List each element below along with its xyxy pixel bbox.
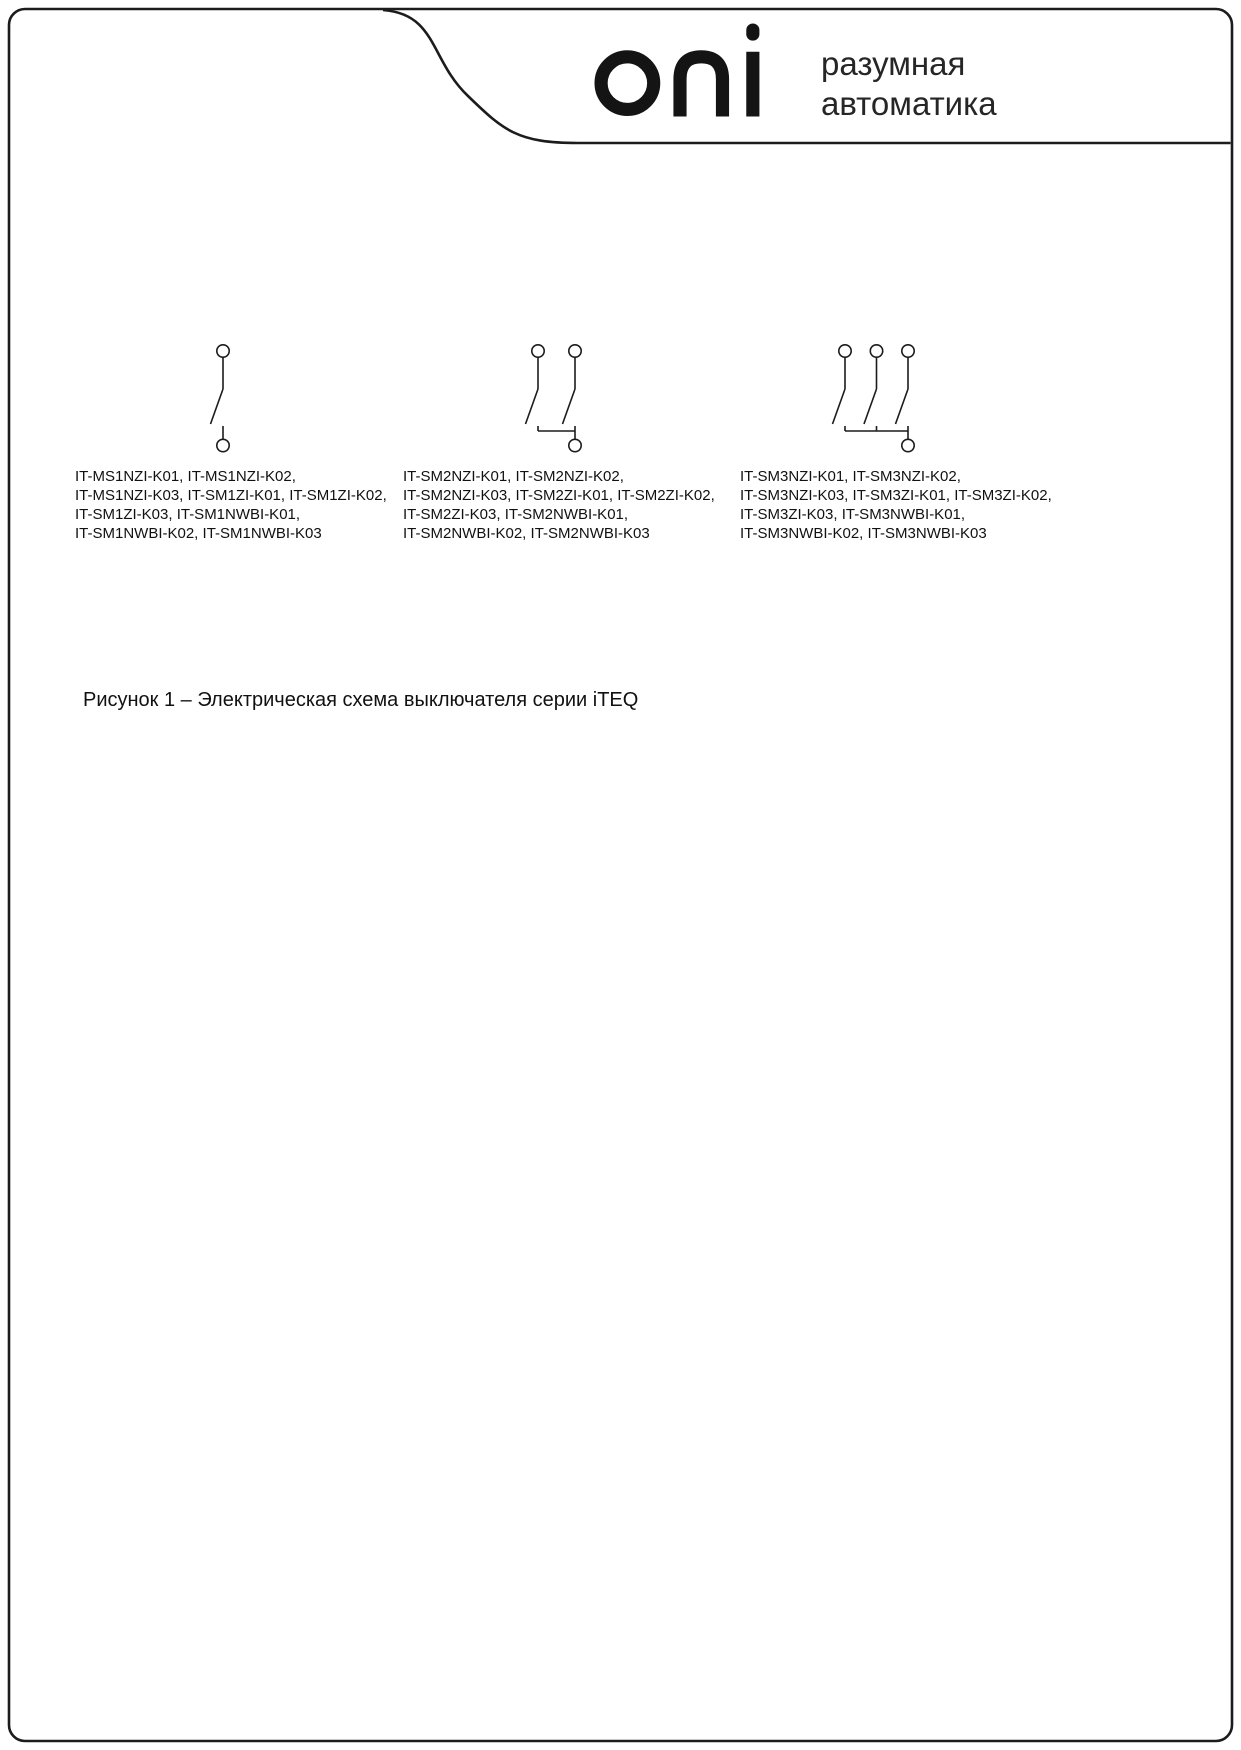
bottom-terminal — [902, 439, 914, 451]
codes-line: IT-MS1NZI-K03, IT-SM1ZI-K01, IT-SM1ZI-K02, — [75, 487, 387, 504]
product-codes-2pole — [403, 467, 715, 543]
switch-blade — [833, 389, 846, 424]
codes-line: IT-MS1NZI-K01, IT-MS1NZI-K02, — [75, 468, 296, 485]
codes-line: IT-SM3NZI-K01, IT-SM3NZI-K02, — [740, 468, 961, 485]
switch-blade — [896, 389, 909, 424]
switch-diagram-3pole — [830, 342, 926, 454]
switch-blade — [563, 389, 576, 424]
codes-line: IT-SM2NZI-K01, IT-SM2NZI-K02, — [403, 468, 624, 485]
codes-line: IT-SM3NWBI-K02, IT-SM3NWBI-K03 — [740, 525, 987, 542]
top-terminal — [532, 345, 544, 357]
codes-line: IT-SM3ZI-K03, IT-SM3NWBI-K01, — [740, 506, 966, 523]
figure-caption: Рисунок 1 – Электрическая схема выключателя серии iTEQ — [83, 689, 639, 711]
switch-diagram-2pole — [523, 342, 593, 454]
top-terminal — [839, 345, 851, 357]
oni-logo — [594, 23, 766, 117]
switch-blade — [864, 389, 877, 424]
codes-line: IT-SM3NZI-K03, IT-SM3ZI-K01, IT-SM3ZI-K02, — [740, 487, 1052, 504]
brand-tagline — [821, 44, 997, 124]
codes-line: IT-SM2NZI-K03, IT-SM2ZI-K01, IT-SM2ZI-K02, — [403, 487, 715, 504]
codes-line: IT-SM1NWBI-K02, IT-SM1NWBI-K03 — [75, 525, 322, 542]
switch-blade — [211, 389, 224, 424]
switch-diagram-1pole — [193, 342, 239, 454]
product-codes-3pole — [740, 467, 1052, 543]
codes-line: IT-SM2NWBI-K02, IT-SM2NWBI-K03 — [403, 525, 650, 542]
header-curve — [383, 10, 1231, 143]
top-terminal — [217, 345, 229, 357]
top-terminal — [569, 345, 581, 357]
product-codes-1pole — [75, 467, 387, 543]
tagline-line1: разумная — [821, 45, 966, 82]
codes-line: IT-SM2ZI-K03, IT-SM2NWBI-K01, — [403, 506, 629, 523]
logo-letter-i-dot — [746, 23, 759, 40]
codes-line: IT-SM1ZI-K03, IT-SM1NWBI-K01, — [75, 506, 301, 523]
logo-letter-o — [601, 57, 654, 110]
page-border — [9, 9, 1232, 1741]
bottom-terminal — [569, 439, 581, 451]
top-terminal — [870, 345, 882, 357]
bottom-terminal — [217, 439, 229, 451]
tagline-line2: автоматика — [821, 85, 997, 122]
logo-letter-n — [680, 57, 722, 117]
pole-2 — [864, 345, 883, 431]
pole-1 — [526, 345, 545, 431]
switch-blade — [526, 389, 539, 424]
top-terminal — [902, 345, 914, 357]
oni-logo-letters — [601, 23, 759, 116]
pole-1 — [833, 345, 852, 431]
pole-3 — [896, 345, 915, 431]
pole — [211, 345, 230, 452]
pole-2 — [563, 345, 582, 431]
